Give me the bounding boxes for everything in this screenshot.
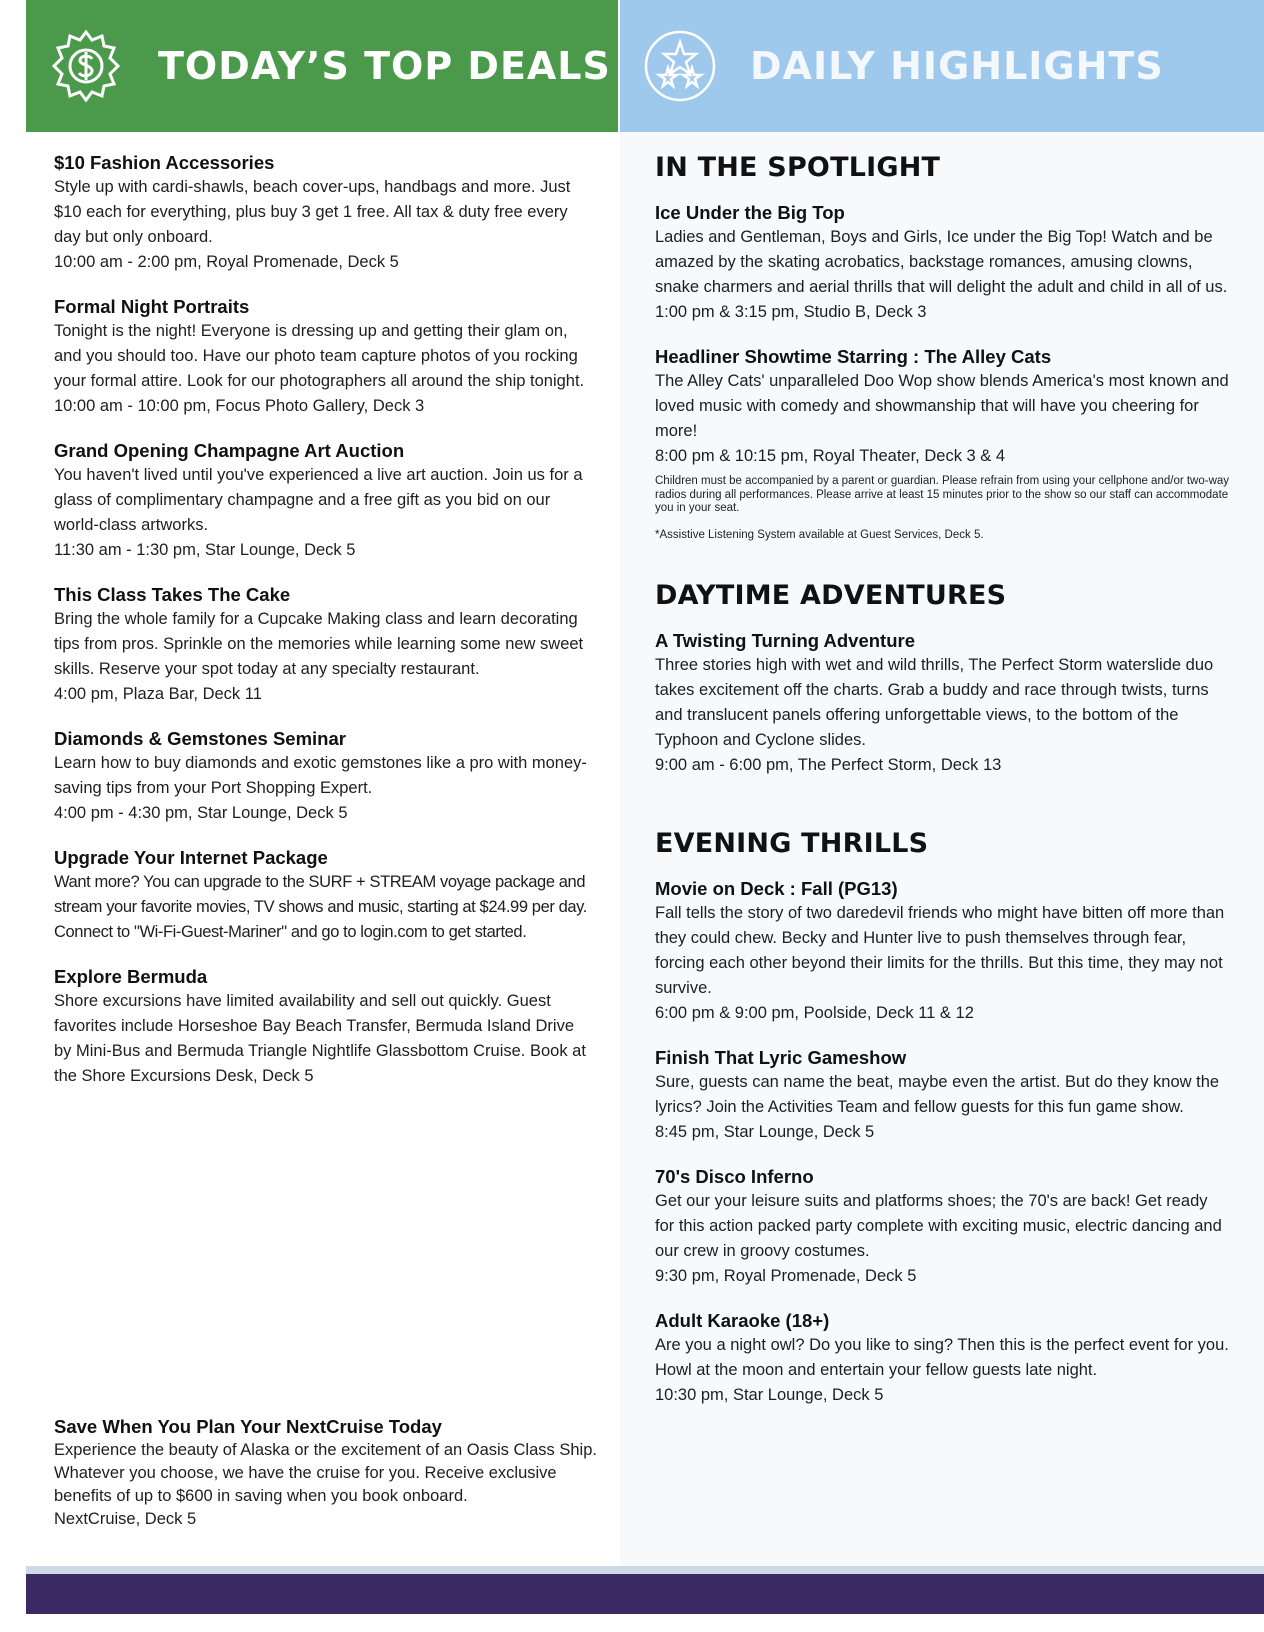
- event-body: The Alley Cats' unparalleled Doo Wop show blends America's most known and loved music with comedy and showmanship that will have you cheering for more!: [655, 372, 1229, 440]
- deal-item: [54, 150, 594, 275]
- dollar-badge-icon: [46, 26, 126, 106]
- footer-band: [26, 1574, 1264, 1614]
- evening-heading: EVENING THRILLS: [655, 827, 929, 859]
- deal-title: Diamonds & Gemstones Seminar: [54, 728, 346, 749]
- event-body: Get our your leisure suits and platforms shoes; the 70's are back! Get ready for this action packed party complete with exciting music, electric dancing and our crew in groovy costumes.: [655, 1191, 1222, 1260]
- deal-title: Grand Opening Champagne Art Auction: [54, 440, 405, 461]
- event-title: Finish That Lyric Gameshow: [655, 1046, 907, 1068]
- event-title: Movie on Deck : Fall (PG13): [655, 877, 898, 899]
- event-when: 6:00 pm & 9:00 pm, Poolside, Deck 11 & 12: [655, 1003, 974, 1022]
- deal-title: Formal Night Portraits: [54, 296, 250, 317]
- event-when: 9:00 am - 6:00 pm, The Perfect Storm, Deck 13: [655, 755, 1002, 774]
- event-body: Ladies and Gentleman, Boys and Girls, Ice under the Big Top! Watch and be amazed by the skating acrobatics, backstage romances, amusing clowns, snake charmers and aerial thrills that will delight the adult and child in all of us.: [655, 228, 1228, 296]
- evening-item: [655, 1045, 1230, 1145]
- daytime-heading: DAYTIME ADVENTURES: [655, 579, 1007, 611]
- event-body: Are you a night owl? Do you like to sing? Then this is the perfect event for you. Howl at the moon and entertain your fellow guests late night.: [655, 1335, 1229, 1379]
- deal-item: [54, 438, 594, 563]
- event-body: Fall tells the story of two daredevil friends who might have bitten off more than they could chew. Becky and Hunter live to push themselves through fear, forcing each other beyond their limits for the thrills. But this time, they may not survive.: [655, 903, 1225, 997]
- deal-when: 10:00 am - 10:00 pm, Focus Photo Gallery, Deck 3: [54, 397, 425, 415]
- deal-body: Style up with cardi-shawls, beach cover-ups, handbags and more. Just $10 each for everything, plus buy 3 get 1 free. All tax & duty free every day but only onboard.: [54, 178, 571, 246]
- save-body: Experience the beauty of Alaska or the excitement of an Oasis Class Ship. Whatever you choose, we have the cruise for you. Receive exclusive benefits of up to $600 in saving when you book onboard.: [54, 1441, 597, 1505]
- deal-title: $10 Fashion Accessories: [54, 152, 275, 173]
- spotlight-item: [655, 344, 1230, 469]
- daily-highlights-title: DAILY HIGHLIGHTS: [750, 44, 1164, 88]
- deal-body: Shore excursions have limited availability and sell out quickly. Guest favorites include Horseshoe Bay Beach Transfer, Bermuda Island Drive by Mini-Bus and Bermuda Triangle Nightlife Glassbottom Cruise. Book at the Shore Excursions Desk, Deck 5: [54, 992, 586, 1085]
- event-title: Ice Under the Big Top: [655, 202, 845, 223]
- deal-item: [54, 845, 594, 945]
- deal-when: 10:00 am - 2:00 pm, Royal Promenade, Deck 5: [54, 253, 399, 271]
- event-title: A Twisting Turning Adventure: [655, 629, 916, 651]
- event-body: Sure, guests can name the beat, maybe even the artist. But do they know the lyrics? Join the Activities Team and fellow guests for this fun game show.: [655, 1072, 1220, 1116]
- event-title: Headliner Showtime Starring : The Alley Cats: [655, 346, 1052, 367]
- deal-body: Want more? You can upgrade to the SURF + STREAM voyage package and stream your favorite movies, TV shows and music, starting at $24.99 per day. Connect to "Wi-Fi-Guest-Mariner" and go to login.com to get started.: [54, 873, 587, 941]
- event-title: Adult Karaoke (18+): [655, 1309, 830, 1331]
- spotlight-heading: IN THE SPOTLIGHT: [655, 152, 941, 183]
- daily-highlights-header: [620, 0, 1264, 132]
- save-when: NextCruise, Deck 5: [54, 1510, 197, 1528]
- event-body: Three stories high with wet and wild thrills, The Perfect Storm waterslide duo takes excitement off the charts. Grab a buddy and race through twists, turns and translucent panels offering unforgettable views, to the bottom of the Typhoon and Cyclone slides.: [655, 655, 1214, 749]
- deal-body: Tonight is the night! Everyone is dressing up and getting their glam on, and you should too. Have our photo team capture photos of you rocking your formal attire. Look for our photographers all around the ship tonight.: [54, 322, 585, 390]
- deals-column: [54, 150, 594, 1108]
- deal-body: Bring the whole family for a Cupcake Making class and learn decorating tips from pros. Sprinkle on the memories while learning some new sweet skills. Reserve your spot today at any specialty restaurant.: [54, 610, 584, 678]
- deal-item: [54, 726, 594, 826]
- footer-divider: [26, 1566, 1264, 1574]
- evening-item: [655, 876, 1230, 1026]
- deal-body: Learn how to buy diamonds and exotic gemstones like a pro with money-saving tips from your Port Shopping Expert.: [54, 754, 587, 797]
- deal-item: [54, 582, 594, 707]
- deal-item: [54, 294, 594, 419]
- deal-title: Explore Bermuda: [54, 966, 208, 987]
- assistive-listening-note: *Assistive Listening System available at Guest Services, Deck 5.: [655, 528, 984, 541]
- event-title: 70's Disco Inferno: [655, 1165, 814, 1187]
- deal-when: 4:00 pm, Plaza Bar, Deck 11: [54, 685, 262, 703]
- deal-item: [54, 964, 594, 1089]
- highlights-column: [655, 150, 1230, 1427]
- evening-item: [655, 1164, 1230, 1289]
- daytime-item: [655, 628, 1230, 778]
- evening-item: [655, 1308, 1230, 1408]
- save-title: Save When You Plan Your NextCruise Today: [54, 1416, 442, 1437]
- top-deals-title: TODAY’S TOP DEALS: [158, 44, 611, 88]
- deal-title: This Class Takes The Cake: [54, 584, 291, 605]
- event-when: 8:45 pm, Star Lounge, Deck 5: [655, 1122, 875, 1141]
- deal-when: 11:30 am - 1:30 pm, Star Lounge, Deck 5: [54, 541, 356, 559]
- deal-title: Upgrade Your Internet Package: [54, 847, 328, 868]
- event-when: 10:30 pm, Star Lounge, Deck 5: [655, 1385, 884, 1404]
- event-when: 1:00 pm & 3:15 pm, Studio B, Deck 3: [655, 303, 927, 321]
- event-when: 9:30 pm, Royal Promenade, Deck 5: [655, 1266, 917, 1285]
- spotlight-item: [655, 200, 1230, 325]
- show-policy-note: Children must be accompanied by a parent or guardian. Please refrain from using your cellphone and/or two-way radios during all performances. Please arrive at least 15 minutes prior to the show so our staff can accommodate you in your seat.: [655, 475, 1230, 514]
- stars-badge-icon: [640, 26, 720, 106]
- event-when: 8:00 pm & 10:15 pm, Royal Theater, Deck 3 & 4: [655, 447, 1006, 465]
- save-promo: [54, 1414, 614, 1531]
- top-deals-header: [26, 0, 618, 132]
- deal-body: You haven't lived until you've experienced a live art auction. Join us for a glass of complimentary champagne and a free gift as you bid on our world-class artworks.: [54, 466, 583, 534]
- deal-when: 4:00 pm - 4:30 pm, Star Lounge, Deck 5: [54, 804, 348, 822]
